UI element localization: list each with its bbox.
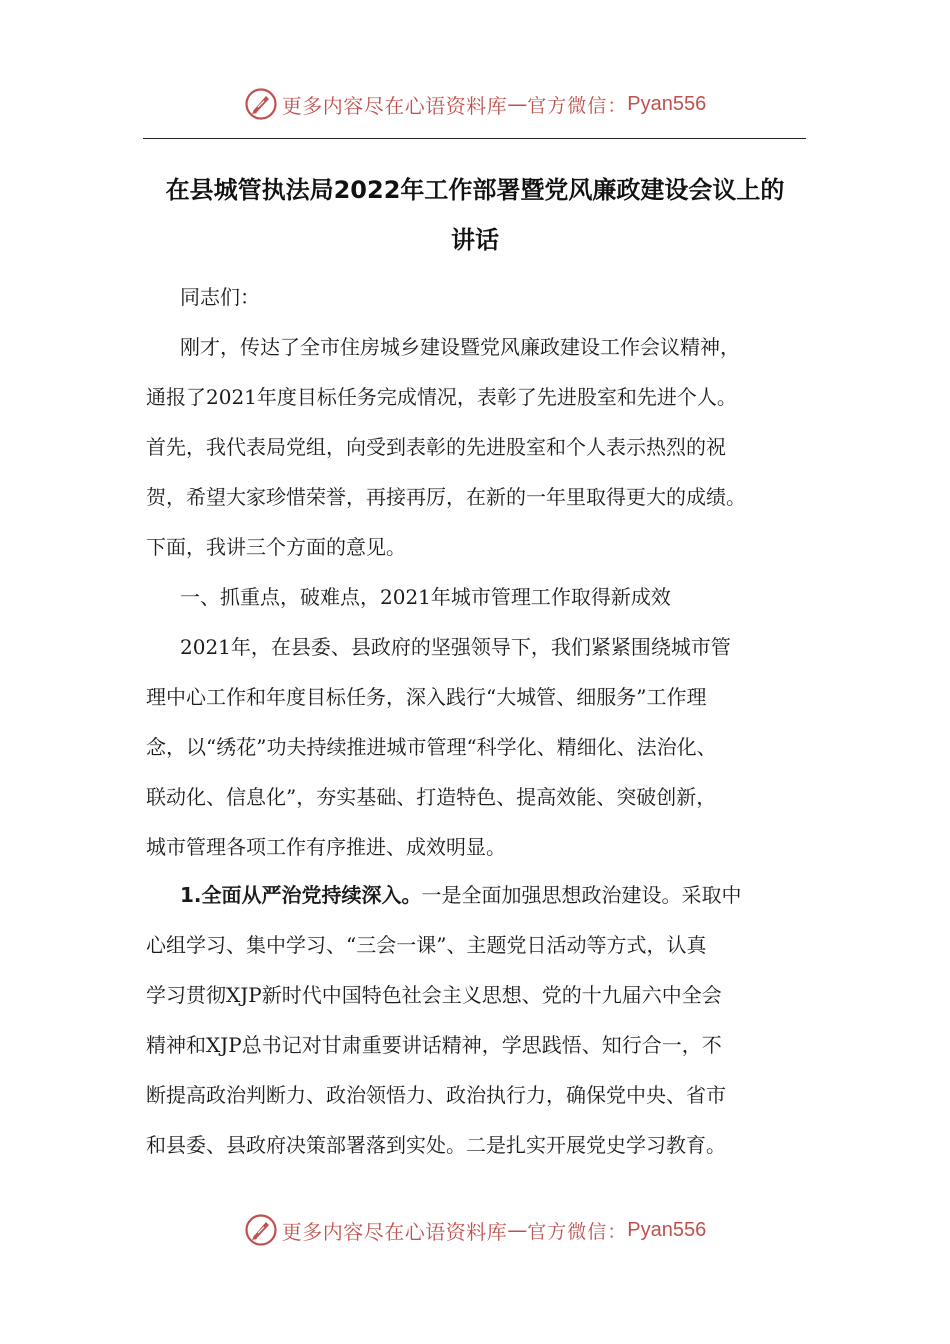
document-title-line-1: 在县城管执法局2022年工作部署暨党风廉政建设会议上的: [165, 176, 785, 204]
banner-wechat-id: Pyan556: [627, 1218, 707, 1241]
banner-label: 官方微信：: [527, 94, 628, 117]
banner-dash: —: [507, 1218, 528, 1242]
banner-wechat-id: Pyan556: [627, 92, 707, 115]
banner-text: 更多内容尽在心语资料库: [281, 1219, 508, 1244]
paragraph-line: 念，以“绣花”功夫持续推进城市管理“科学化、精细化、法治化、: [146, 735, 717, 759]
quill-pen-logo-icon: [244, 87, 278, 121]
paragraph-line: 通报了2021年度目标任务完成情况，表彰了先进股室和先进个人。: [146, 385, 737, 409]
banner-text: 更多内容尽在心语资料库: [281, 93, 508, 118]
paragraph-line: 心组学习、集中学习、“三会一课”、主题党日活动等方式，认真: [146, 933, 707, 957]
paragraph-line: [180, 880, 860, 910]
paragraph-line: 首先，我代表局党组，向受到表彰的先进股室和个人表示热烈的祝: [146, 435, 726, 459]
paragraph-line: 下面，我讲三个方面的意见。: [146, 535, 406, 559]
document-title-line-2: 讲话: [451, 226, 499, 254]
paragraph-line: 断提高政治判断力、政治领悟力、政治执行力，确保党中央、省市: [146, 1083, 726, 1107]
header-banner: [0, 82, 950, 126]
quill-pen-logo-icon: [244, 1213, 278, 1247]
section-heading-1: 一、抓重点，破难点，2021年城市管理工作取得新成效: [180, 585, 671, 609]
paragraph-line: 城市管理各项工作有序推进、成效明显。: [146, 835, 506, 859]
paragraph-line: 精神和XJP总书记对甘肃重要讲话精神，学思践悟、知行合一，不: [146, 1033, 722, 1057]
subheading-bold: 1.全面从严治党持续深入。: [180, 883, 422, 907]
paragraph-text: 一是全面加强思想政治建设。采取中: [421, 883, 742, 907]
footer-banner: [0, 1208, 950, 1252]
paragraph-line: 理中心工作和年度目标任务，深入践行“大城管、细服务”工作理: [146, 685, 707, 709]
paragraph-line: 和县委、县政府决策部署落到实处。二是扎实开展党史学习教育。: [146, 1133, 726, 1157]
paragraph-line: 联动化、信息化”，夯实基础、打造特色、提高效能、突破创新，: [146, 785, 717, 809]
header-divider: [143, 138, 806, 139]
paragraph-line: 刚才，传达了全市住房城乡建设暨党风廉政建设工作会议精神，: [180, 335, 740, 359]
banner-label: 官方微信：: [527, 1220, 628, 1243]
greeting: 同志们：: [180, 285, 260, 309]
banner-dash: —: [507, 92, 528, 116]
paragraph-line: 学习贯彻XJP新时代中国特色社会主义思想、党的十九届六中全会: [146, 983, 722, 1007]
paragraph-line: 2021年，在县委、县政府的坚强领导下，我们紧紧围绕城市管: [180, 635, 731, 659]
paragraph-line: 贺，希望大家珍惜荣誉，再接再厉，在新的一年里取得更大的成绩。: [146, 485, 746, 509]
